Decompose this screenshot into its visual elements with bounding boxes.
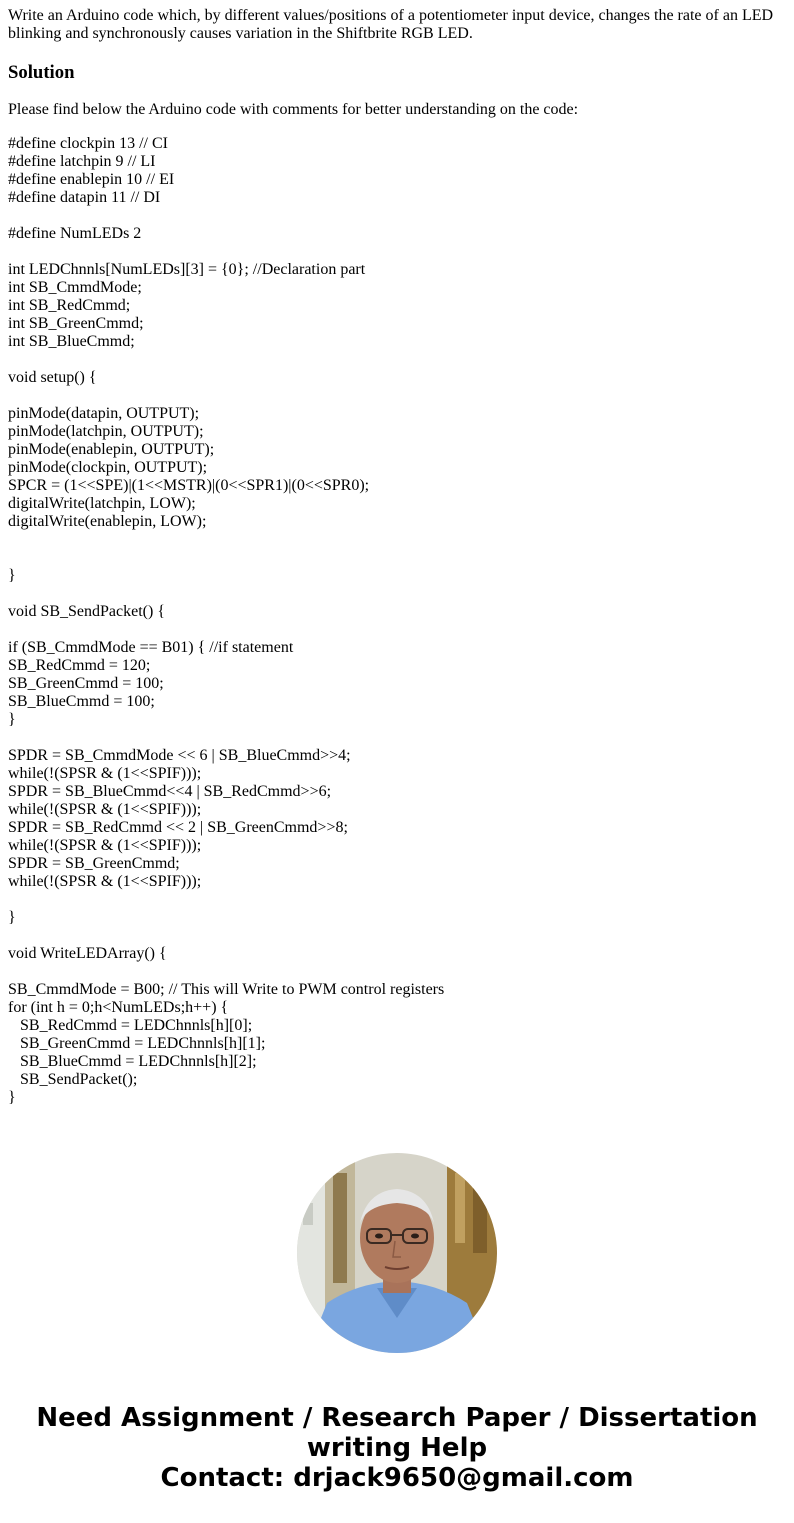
code-line	[8, 549, 786, 567]
code-line: pinMode(latchpin, OUTPUT);	[8, 423, 204, 440]
code-line: int SB_BlueCmmd;	[8, 333, 135, 350]
code-line: pinMode(clockpin, OUTPUT);	[8, 459, 208, 476]
code-line	[8, 729, 786, 747]
code-line: int SB_CmmdMode;	[8, 279, 142, 296]
code-line	[8, 351, 786, 369]
code-line: SB_RedCmmd = LEDChnnls[h][0];	[8, 1017, 253, 1034]
code-line: #define enablepin 10 // EI	[8, 171, 175, 188]
code-line	[8, 387, 786, 405]
code-line: void setup() {	[8, 369, 97, 386]
code-line: SB_BlueCmmd = 100;	[8, 693, 155, 710]
promo-line-2: writing Help	[306, 1433, 488, 1463]
code-line: SB_RedCmmd = 120;	[8, 657, 151, 674]
code-line: SB_SendPacket();	[8, 1071, 138, 1088]
code-line	[8, 963, 786, 981]
code-line	[8, 927, 786, 945]
code-line: digitalWrite(latchpin, LOW);	[8, 495, 196, 512]
code-line: }	[8, 909, 16, 926]
code-line: int SB_GreenCmmd;	[8, 315, 144, 332]
code-line: for (int h = 0;h<NumLEDs;h++) {	[8, 999, 229, 1016]
code-line	[8, 531, 786, 549]
solution-document	[8, 7, 786, 1107]
code-line: #define datapin 11 // DI	[8, 189, 161, 206]
solution-heading: Solution	[8, 62, 75, 83]
code-line	[8, 891, 786, 909]
code-line: SB_GreenCmmd = LEDChnnls[h][1];	[8, 1035, 266, 1052]
code-line: #define NumLEDs 2	[8, 225, 142, 242]
code-line: SPDR = SB_BlueCmmd<<4 | SB_RedCmmd>>6;	[8, 783, 332, 800]
code-line: SB_BlueCmmd = LEDChnnls[h][2];	[8, 1053, 257, 1070]
code-line: pinMode(datapin, OUTPUT);	[8, 405, 200, 422]
code-line: }	[8, 711, 16, 728]
code-line: digitalWrite(enablepin, LOW);	[8, 513, 207, 530]
code-line	[8, 207, 786, 225]
code-line: #define clockpin 13 // CI	[8, 135, 168, 152]
code-block	[8, 135, 786, 1107]
code-line: void WriteLEDArray() {	[8, 945, 167, 962]
promo-line-1: Need Assignment / Research Paper / Dissertation	[36, 1403, 758, 1433]
code-line: while(!(SPSR & (1<<SPIF)));	[8, 801, 202, 818]
code-line: SPDR = SB_RedCmmd << 2 | SB_GreenCmmd>>8;	[8, 819, 348, 836]
code-line: SPCR = (1<<SPE)|(1<<MSTR)|(0<<SPR1)|(0<<SPR0);	[8, 477, 370, 494]
code-line: SPDR = SB_GreenCmmd;	[8, 855, 180, 872]
code-line: while(!(SPSR & (1<<SPIF)));	[8, 837, 202, 854]
author-photo-image	[297, 1153, 497, 1353]
question-text: Write an Arduino code which, by different values/positions of a potentiometer input device, changes the rate of an LED blinking and synchronously causes variation in the Shiftbrite RGB LED.	[8, 7, 774, 42]
code-line: SB_GreenCmmd = 100;	[8, 675, 164, 692]
code-line: int LEDChnnls[NumLEDs][3] = {0}; //Declaration part	[8, 261, 366, 278]
code-line: while(!(SPSR & (1<<SPIF)));	[8, 873, 202, 890]
intro-text: Please find below the Arduino code with comments for better understanding on the code:	[8, 101, 579, 118]
code-line: #define latchpin 9 // LI	[8, 153, 156, 170]
code-line: }	[8, 567, 16, 584]
code-line: pinMode(enablepin, OUTPUT);	[8, 441, 215, 458]
code-line: while(!(SPSR & (1<<SPIF)));	[8, 765, 202, 782]
author-photo	[297, 1153, 497, 1353]
code-line: void SB_SendPacket() {	[8, 603, 165, 620]
code-line: SPDR = SB_CmmdMode << 6 | SB_BlueCmmd>>4;	[8, 747, 351, 764]
code-line	[8, 243, 786, 261]
code-line	[8, 621, 786, 639]
code-line: SB_CmmdMode = B00; // This will Write to PWM control registers	[8, 981, 445, 998]
code-line: int SB_RedCmmd;	[8, 297, 131, 314]
promo-contact-line: Contact: drjack9650@gmail.com	[160, 1463, 634, 1493]
code-line: }	[8, 1089, 16, 1106]
code-line	[8, 585, 786, 603]
promo-banner	[0, 1403, 794, 1493]
code-line: if (SB_CmmdMode == B01) { //if statement	[8, 639, 294, 656]
